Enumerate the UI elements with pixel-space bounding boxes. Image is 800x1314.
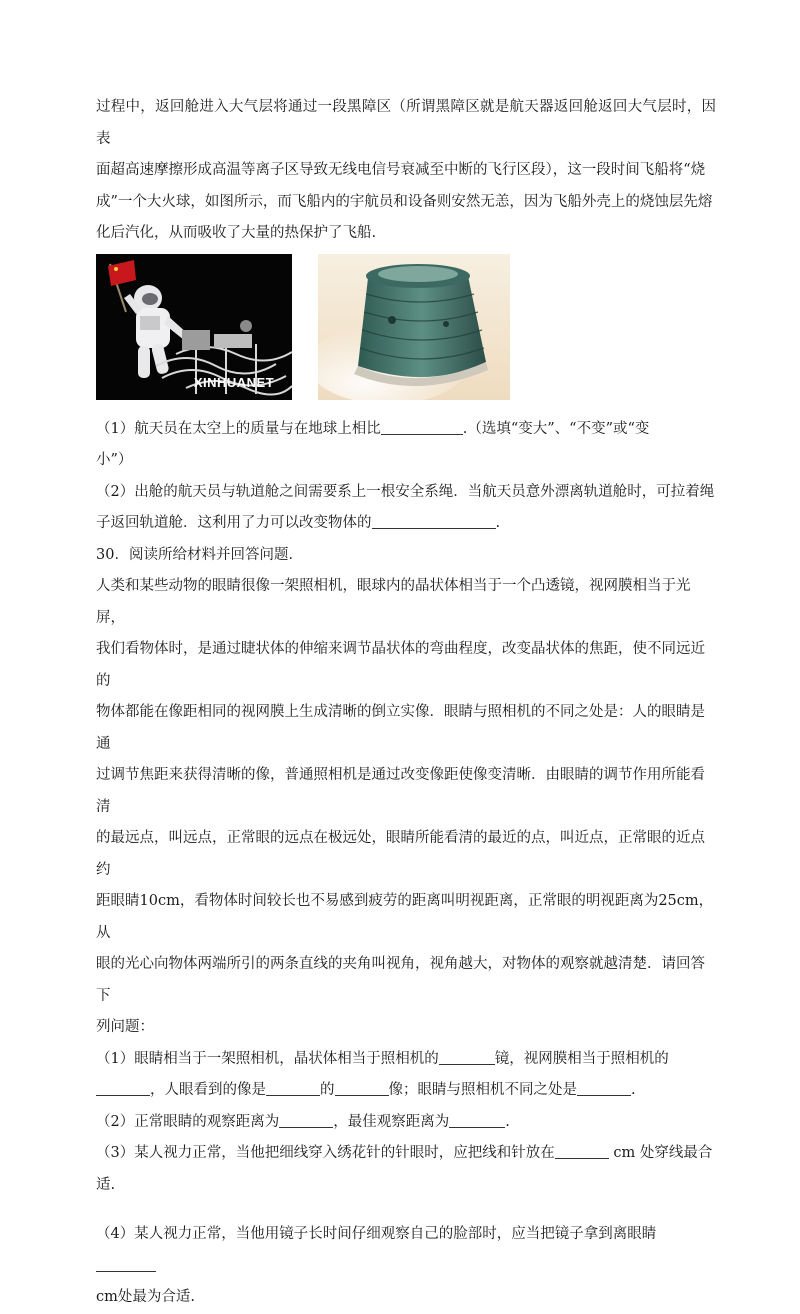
- q30-sub3-end: cm 处穿线最合适.: [96, 1145, 713, 1193]
- xinhuanet-watermark: XINHUANET: [193, 374, 275, 390]
- material-line: 列问题：: [96, 1019, 154, 1035]
- q30-sub4-line2: cm处最为合适.: [96, 1289, 195, 1305]
- q30-sub2-text: ，最佳观察距离为: [333, 1113, 450, 1130]
- q30-sub2: [96, 1107, 716, 1139]
- return-capsule-image: [318, 254, 510, 400]
- q29-part1-text: （1）航天员在太空上的质量与在地球上相比: [96, 420, 381, 437]
- q30-sub1-line2: [96, 1075, 716, 1107]
- q29-part2-text: 子返回轨道舱．这利用了力可以改变物体的: [96, 515, 372, 531]
- question-30: [96, 540, 716, 1314]
- q30-sub1-text: ，人眼看到的像是: [150, 1082, 266, 1098]
- answer-blank[interactable]: [96, 1079, 150, 1096]
- answer-blank[interactable]: [577, 1079, 631, 1096]
- material-line: 的最远点，叫远点，正常眼的远点在极远处，眼睛所能看清的最近的点，叫近点，正常眼的近点约: [96, 830, 705, 878]
- q30-sub4-line1: [96, 1219, 716, 1282]
- answer-blank[interactable]: [381, 418, 463, 435]
- q30-sub1-text: （1）眼睛相当于一架照相机，晶状体相当于照相机的: [96, 1050, 439, 1067]
- material-line: 距眼睛10cm，看物体时间较长也不易感到疲劳的距离叫明视距离，正常眼的明视距离为25cm，从: [96, 893, 714, 941]
- q30-sub4-text: （4）某人视力正常，当他用镜子长时间仔细观察自己的脸部时，应当把镜子拿到离眼睛: [96, 1226, 657, 1242]
- q30-sub3-text: （3）某人视力正常，当他把细线穿入绣花针的针眼时，应把线和针放在: [96, 1145, 555, 1161]
- q30-sub1-line1: [96, 1044, 716, 1076]
- q30-sub1-text: 镜，视网膜相当于照相机的: [494, 1050, 669, 1067]
- intro-paragraph: [96, 92, 716, 250]
- material-line: 人类和某些动物的眼睛很像一架照相机，眼球内的晶状体相当于一个凸透镜，视网膜相当于光屏，: [96, 578, 691, 626]
- intro-line: 成”一个大火球，如图所示，而飞船内的宇航员和设备则安然无恙，因为飞船外壳上的烧蚀层先熔: [96, 193, 713, 210]
- intro-line: 化后汽化，从而吸收了大量的热保护了飞船.: [96, 225, 377, 241]
- astronaut-spacewalk-photo: [96, 254, 292, 400]
- q30-sub1-text: 的: [320, 1082, 335, 1098]
- q30-sub2-end: .: [505, 1113, 510, 1130]
- q29-part2-line1: （2）出舱的航天员与轨道舱之间需要系上一根安全系绳．当航天员意外漂离轨道舱时，可拉着绳: [96, 483, 715, 500]
- answer-blank[interactable]: [279, 1111, 333, 1128]
- q30-sub3: [96, 1138, 716, 1201]
- q29-part1-line2: 小”）: [96, 452, 133, 468]
- q30-title: 30．阅读所给材料并回答问题．: [96, 546, 303, 563]
- q29-part2-end: .: [495, 515, 501, 531]
- answer-blank[interactable]: [335, 1079, 389, 1096]
- material-line: 过调节焦距来获得清晰的像，普通照相机是通过改变像距使像变清晰．由眼睛的调节作用所能看清: [96, 767, 705, 815]
- material-line: 眼的光心向物体两端所引的两条直线的夹角叫视角，视角越大，对物体的观察就越清楚．请回答下: [96, 956, 705, 1004]
- answer-blank[interactable]: [555, 1142, 609, 1159]
- answer-blank[interactable]: [449, 1111, 505, 1128]
- intro-line: 过程中，返回舱进入大气层将通过一段黑障区（所谓黑障区就是航天器返回舱返回大气层时，因表: [96, 99, 716, 147]
- material-line: 物体都能在像距相同的视网膜上生成清晰的倒立实像．眼睛与照相机的不同之处是：人的眼睛是通: [96, 704, 705, 752]
- intro-line: 面超高速摩擦形成高温等离子区导致无线电信号衰减至中断的飞行区段），这一段时间飞船将“烧: [96, 162, 706, 178]
- q30-sub1-end: .: [631, 1082, 636, 1098]
- q30-sub1-text: 像；眼睛与照相机不同之处是: [388, 1082, 577, 1098]
- figure-row: [96, 254, 716, 400]
- material-line: 我们看物体时，是通过睫状体的伸缩来调节晶状体的弯曲程度，改变晶状体的焦距，使不同远近的: [96, 641, 705, 689]
- q30-sub2-text: （2）正常眼睛的观察距离为: [96, 1113, 280, 1130]
- q29-part2-line2: [96, 508, 716, 540]
- q29-part1-line1: [96, 414, 716, 446]
- answer-blank[interactable]: [439, 1048, 495, 1065]
- answer-blank[interactable]: [372, 512, 496, 529]
- capsule-illustration: [318, 254, 510, 400]
- answer-blank[interactable]: [96, 1255, 156, 1272]
- q29-part1-options: .（选填“变大”、“不变”或“变: [462, 420, 650, 437]
- answer-blank[interactable]: [266, 1079, 320, 1096]
- page-content: [96, 92, 716, 1314]
- spacer: [96, 1201, 716, 1219]
- question-29: [96, 414, 716, 540]
